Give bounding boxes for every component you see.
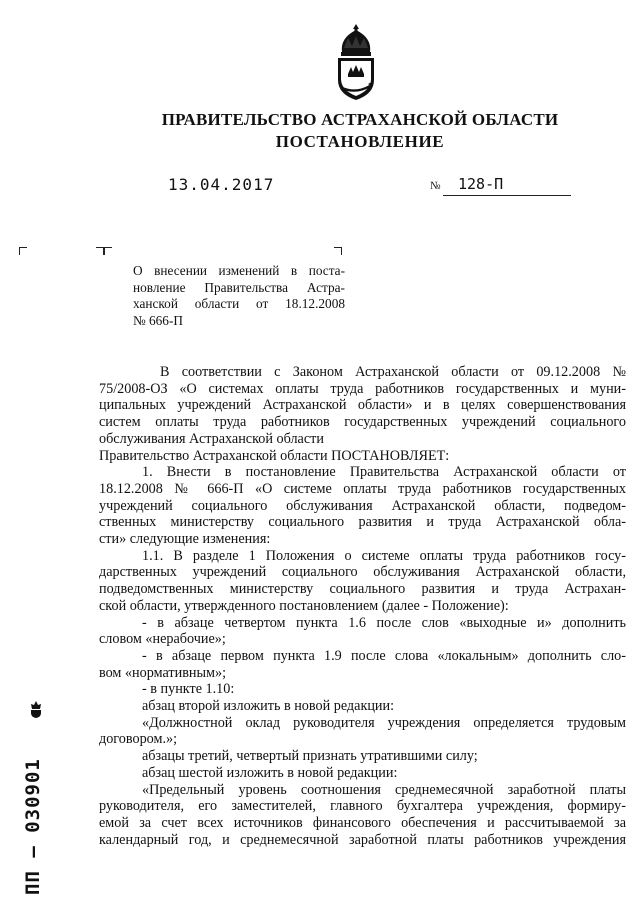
body-line: абзацы третий, четвертый признать утратившими силу; bbox=[142, 748, 478, 765]
body-line: обслуживания Астраханской области bbox=[99, 430, 324, 447]
body-line: 18.12.2008 № 666-П «О системе оплаты труда работников государственных bbox=[99, 480, 626, 497]
small-coat-of-arms-icon bbox=[29, 700, 43, 718]
body-line: систем оплаты труда работников государственных учреждений социального bbox=[99, 414, 626, 431]
organization-title: ПРАВИТЕЛЬСТВО АСТРАХАНСКОЙ ОБЛАСТИ bbox=[161, 110, 559, 129]
number-label: № bbox=[430, 180, 441, 192]
body-line: вом «нормативным»; bbox=[99, 664, 227, 681]
body-line: 75/2008-ОЗ «О системах оплаты труда работников государственных и муни- bbox=[99, 380, 626, 397]
body-line: договором.»; bbox=[99, 731, 178, 748]
serial-stamp bbox=[22, 705, 48, 895]
subject-line: О внесении изменений в поста- bbox=[133, 263, 345, 278]
body-line: «Должностной оклад руководителя учреждения определяется трудовым bbox=[142, 714, 626, 731]
body-line: словом «нерабочие»; bbox=[99, 631, 226, 648]
subject-line: № 666-П bbox=[133, 312, 183, 328]
document-type-title: ПОСТАНОВЛЕНИЕ bbox=[275, 132, 445, 151]
body-line: абзац шестой изложить в новой редакции: bbox=[142, 764, 398, 781]
body-line: - в пункте 1.10: bbox=[142, 681, 235, 698]
body-line: - в абзаце четвертом пункта 1.6 после слов «выходные и» дополнить bbox=[142, 614, 626, 631]
subject-line: ханской области от 18.12.2008 bbox=[133, 296, 345, 311]
body-line: дарственных учреждений социального обслуживания Астраханской области, bbox=[99, 564, 626, 581]
body-line: 1. Внести в постановление Правительства Астраханской области от bbox=[142, 464, 626, 481]
corner-mark bbox=[96, 247, 104, 255]
body-line: - в абзаце первом пункта 1.9 после слова «локальным» дополнить сло- bbox=[142, 647, 626, 664]
subject-line: новление Правительства Астра- bbox=[133, 279, 345, 295]
body-line: руководителя, его заместителей, главного бухгалтера учреждения, формиру- bbox=[99, 798, 626, 815]
body-line: ской области, утвержденного постановлением (далее - Положение): bbox=[99, 597, 509, 614]
number-underline bbox=[443, 195, 571, 196]
corner-mark bbox=[104, 247, 112, 255]
corner-mark bbox=[19, 247, 27, 255]
document-number: 128-П bbox=[458, 175, 504, 193]
corner-mark bbox=[334, 247, 342, 255]
body-line: сти» следующие изменения: bbox=[99, 531, 271, 548]
body-line: емой за счет всех источников финансового обеспечения и рассчитываемой за bbox=[99, 814, 626, 831]
body-line: ципальных учреждений Астраханской области» и в целях совершенствования bbox=[99, 397, 626, 414]
body-line: В соответствии с Законом Астраханской области от 09.12.2008 № bbox=[160, 364, 626, 380]
body-line: учреждений социального обслуживания Астраханской области, подведом- bbox=[99, 497, 626, 514]
body-line: 1.1. В разделе 1 Положения о системе оплаты труда работников госу- bbox=[142, 547, 626, 564]
document-body bbox=[99, 364, 626, 848]
body-line: календарный год, и среднемесячной заработной платы работников учреждения bbox=[99, 831, 626, 848]
body-line: ственных министерству социального развития и труда Астраханской обла- bbox=[99, 514, 626, 531]
coat-of-arms-emblem bbox=[330, 22, 382, 102]
document-date: 13.04.2017 bbox=[168, 175, 275, 194]
body-line: абзац второй изложить в новой редакции: bbox=[142, 698, 395, 715]
document-subject bbox=[133, 263, 345, 329]
serial-stamp-text: ПП – 030901 bbox=[22, 758, 44, 895]
body-line: подведомственных министерству социального развития и труда Астрахан- bbox=[99, 581, 626, 598]
body-line: «Предельный уровень соотношения среднемесячной заработной платы bbox=[142, 781, 626, 798]
body-line: Правительство Астраханской области ПОСТАНОВЛЯЕТ: bbox=[99, 447, 450, 464]
